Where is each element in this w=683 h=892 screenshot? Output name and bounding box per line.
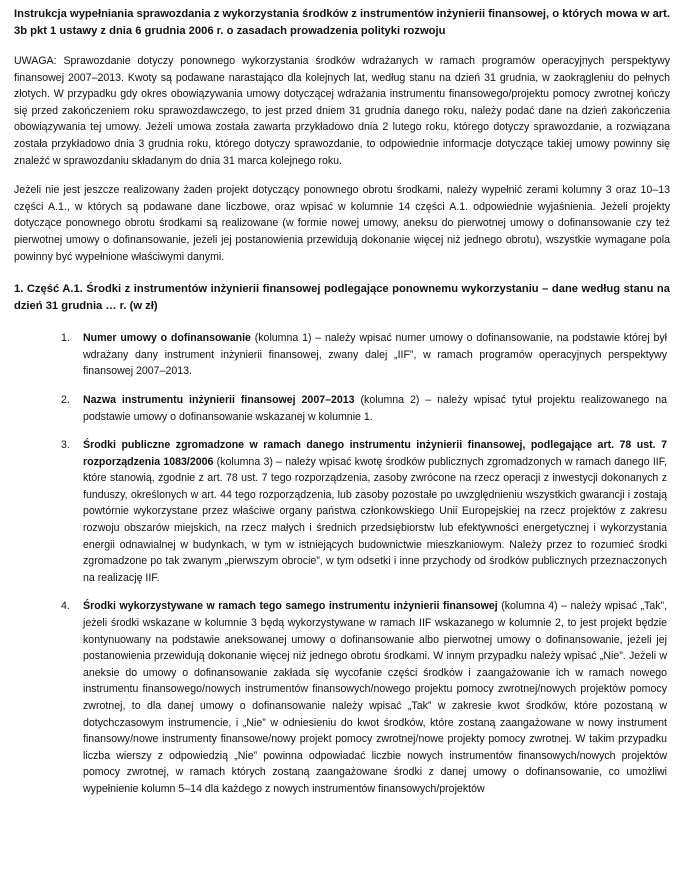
list-item — [14, 437, 670, 586]
list-item-number: 2. — [61, 393, 70, 406]
list-item-term: Środki wykorzystywane w ramach tego samego instrumentu inżynierii finansowej — [83, 600, 498, 613]
list-item — [14, 330, 670, 380]
list-item-text: (kolumna 1) – należy wpisać numer umowy o dofinansowanie, na podstawie której był wdrażany dany instrument inżynierii finansowej, zwany dalej „IIF”, w ramach programów operacyjnych perspektywy finansowej 2007–2013. — [83, 332, 668, 378]
list-item-text: (kolumna 2) – należy wpisać tytuł projektu realizowanego na podstawie umowy o dofinansowanie wskazanej w kolumnie 1. — [83, 393, 668, 423]
section-heading: 1. Część A.1. Środki z instrumentów inżynierii finansowej podlegające ponownemu wykorzystaniu – dane według stanu na dzień 31 grudnia … r. (w zł) — [14, 283, 670, 313]
list-item — [14, 392, 670, 425]
document-title: Instrukcja wypełniania sprawozdania z wykorzystania środków z instrumentów inżynierii finansowej, o których mowa w art. 3b pkt 1 ustawy z dnia 6 grudnia 2006 r. o zasadach prowadzenia polityki rozwoju — [14, 8, 670, 37]
numbered-list — [14, 330, 670, 797]
list-item-term: Środki publiczne zgromadzone w ramach danego instrumentu inżynierii finansowej, podlegające art. 78 ust. 7 rozporządzenia 1083/2006 — [83, 439, 667, 468]
list-item-number: 1. — [61, 332, 70, 345]
list-item-term: Nazwa instrumentu inżynierii finansowej 2007–2013 — [83, 393, 355, 406]
list-item-number: 3. — [61, 439, 70, 452]
list-item — [14, 598, 670, 797]
instruction-paragraph: Jeżeli nie jest jeszcze realizowany żaden projekt dotyczący ponownego obrotu środkami, należy wypełnić zerami kolumny 3 oraz 10–13 części A.1., w których są podawane dane liczbowe, oraz wpisać w kolumnie 14 części A.1. odpowiednie wyjaśnienia. Jeżeli projekty dotyczące ponownego obrotu środkami są realizowane (w formie nowej umowy, aneksu do pierwotnej umowy o dofinansowanie czy też pierwotnej umowy o dofinansowanie, jeżeli jej postanowienia przewidują dokonanie więcej niż jednego obrotu), wszystkie wymagane pola powinny być wypełnione właściwymi danymi. — [14, 184, 670, 263]
list-item-term: Numer umowy o dofinansowanie — [83, 332, 251, 345]
list-item-text: (kolumna 4) – należy wpisać „Tak”, jeżeli środki wskazane w kolumnie 3 będą wykorzystywane w ramach IIF wskazanego w kolumnie 2, to jest projekt będzie kontynuowany na podstawie aneksowanej umowy o dofinansowanie albo pierwotnej umowy o dofinansowanie, jeżeli jej postanowienia przewidują dokonanie więcej niż jednego obrotu środkami. W innym przypadku należy wpisać „Nie”. Jeżeli w aneksie do umowy o dofinansowanie zakłada się wycofanie części środków i zaangażowanie ich w ramach nowego instrumentu finansowego/nowych instrumentów finansowych/nowego projektu pomocy zwrotnej/nowych projektów pomocy zwrotnej, to dla danej umowy o dofinansowanie należy wpisać „Tak” w zakresie kwot środków, które pozostaną w dotychczasowym instrumencie, i „Nie” w odniesieniu do kwot środków, które zostaną zaangażowane w nowy instrument finansowy/nowe instrumenty finansowe/nowy projekt pomocy zwrotnej/nowe projekty pomocy zwrotnej. W takim przypadku liczba wierszy z odpowiedzią „Nie” powinna odpowiadać liczbie nowych instrumentów finansowych/nowych projektów pomocy zwrotnej, w ramach których zostaną zaangażowane środki z danej umowy o dofinansowanie, co umożliwi wypełnienie kolumn 5–14 dla każdego z nowych instrumentów finansowych/projektów — [83, 600, 668, 795]
note-paragraph: UWAGA: Sprawozdanie dotyczy ponownego wykorzystania środków wdrażanych w ramach programów operacyjnych perspektywy finansowej 2007–2013. Kwoty są podawane narastająco dla kolejnych lat, według stanu na dzień 31 grudnia, w zaokrągleniu do pełnych złotych. W przypadku gdy okres obowiązywania umowy dotyczącej wdrażania instrumentu finansowego/projektu pomocy zwrotnej kończy się przed zakończeniem roku sprawozdawczego, to jest przed dniem 31 grudnia danego roku, należy podać dane na dzień zakończenia obowiązywania tej umowy. Jeżeli umowa została zawarta przykładowo dnia 2 lutego roku, którego dotyczy sprawozdanie, a rozwiązana została przykładowo dnia 3 grudnia roku, którego dotyczy sprawozdanie, to odpowiednie informacje dotyczące takiej umowy powinny się znaleźć w sprawozdaniu składanym do dnia 31 marca kolejnego roku. — [14, 55, 670, 167]
list-item-text: (kolumna 3) – należy wpisać kwotę środków publicznych zgromadzonych w ramach danego IIF, które stanowią, zgodnie z art. 78 ust. 7 tego rozporządzenia, zasoby zwrócone na rzecz operacji z inwestycji dokonanych z funduszy, określonych w art. 44 tego rozporządzenia, lub zasoby pozostałe po uwzględnieniu wszystkich gwarancji i zostają powtórnie wykorzystane przez właściwe organy państwa członkowskiego Unii Europejskiej na rzecz projektów z zakresu rozwoju obszarów miejskich, na rzecz małych i średnich przedsiębiorstw lub efektywności energetycznej i wykorzystania energii odnawialnej w budynkach, w tym w istniejących budownictwie mieszkaniowym. Należy przez to rozumieć środki zgromadzone po tak zwanym „pierwszym obrocie”, w tym odsetki i inne przychody od środków publicznych przeznaczonych na realizację IIF. — [83, 455, 667, 584]
list-item-number: 4. — [61, 600, 70, 613]
